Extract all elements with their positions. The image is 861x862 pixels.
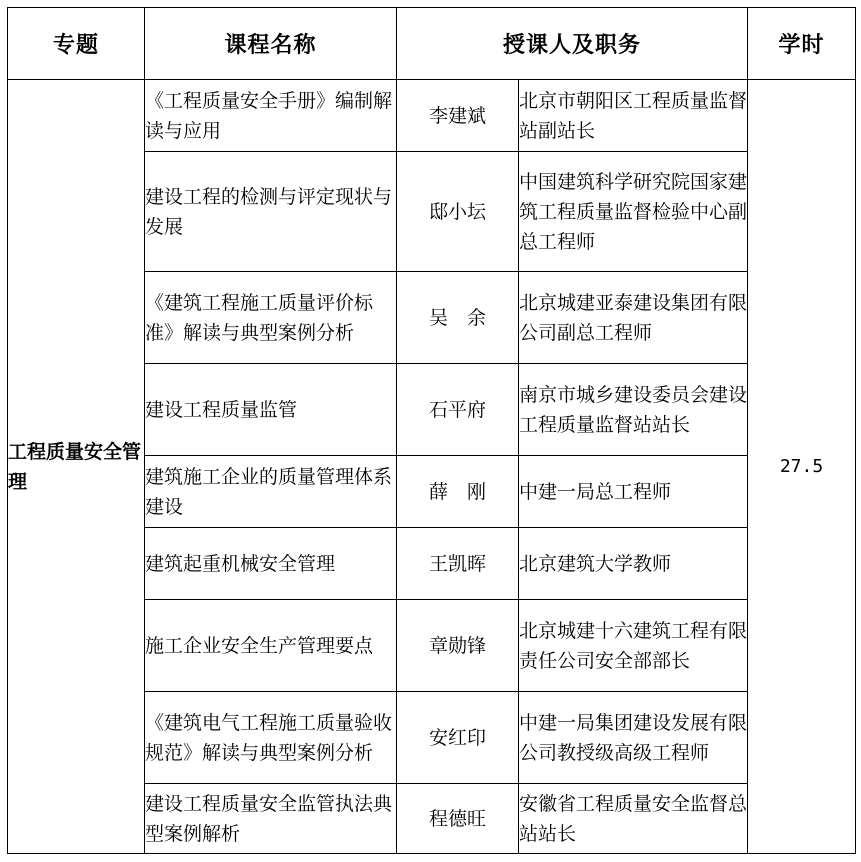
lecturer-name: 李建斌 bbox=[397, 80, 519, 152]
hours-cell: 27.5 bbox=[748, 80, 856, 854]
lecturer-position: 北京城建十六建筑工程有限责任公司安全部部长 bbox=[519, 600, 748, 692]
lecturer-position: 中建一局集团建设发展有限公司教授级高级工程师 bbox=[519, 692, 748, 784]
table-row bbox=[8, 80, 856, 152]
course-name: 施工企业安全生产管理要点 bbox=[145, 600, 397, 692]
header-course: 课程名称 bbox=[145, 8, 397, 80]
header-hours: 学时 bbox=[748, 8, 856, 80]
lecturer-name: 程德旺 bbox=[397, 784, 519, 854]
header-row bbox=[8, 8, 856, 80]
course-name: 建筑起重机械安全管理 bbox=[145, 528, 397, 600]
header-topic: 专题 bbox=[8, 8, 145, 80]
lecturer-position: 中建一局总工程师 bbox=[519, 456, 748, 528]
course-name: 建设工程质量安全监管执法典型案例解析 bbox=[145, 784, 397, 854]
lecturer-name: 石平府 bbox=[397, 364, 519, 456]
lecturer-name: 安红印 bbox=[397, 692, 519, 784]
topic-cell: 工程质量安全管理 bbox=[8, 80, 145, 854]
course-schedule-table bbox=[7, 7, 856, 854]
lecturer-position: 北京城建亚泰建设集团有限公司副总工程师 bbox=[519, 272, 748, 364]
course-name: 《建筑电气工程施工质量验收规范》解读与典型案例分析 bbox=[145, 692, 397, 784]
header-lecturer-position: 授课人及职务 bbox=[397, 8, 748, 80]
lecturer-name: 王凯晖 bbox=[397, 528, 519, 600]
course-name: 建设工程的检测与评定现状与发展 bbox=[145, 152, 397, 272]
lecturer-name: 章勋锋 bbox=[397, 600, 519, 692]
course-name: 建设工程质量监管 bbox=[145, 364, 397, 456]
lecturer-name: 薛 刚 bbox=[397, 456, 519, 528]
lecturer-position: 北京建筑大学教师 bbox=[519, 528, 748, 600]
lecturer-name: 吴 余 bbox=[397, 272, 519, 364]
lecturer-position: 中国建筑科学研究院国家建筑工程质量监督检验中心副总工程师 bbox=[519, 152, 748, 272]
lecturer-position: 安徽省工程质量安全监督总站站长 bbox=[519, 784, 748, 854]
course-name: 《建筑工程施工质量评价标准》解读与典型案例分析 bbox=[145, 272, 397, 364]
lecturer-position: 北京市朝阳区工程质量监督站副站长 bbox=[519, 80, 748, 152]
course-name: 建筑施工企业的质量管理体系建设 bbox=[145, 456, 397, 528]
course-name: 《工程质量安全手册》编制解读与应用 bbox=[145, 80, 397, 152]
lecturer-position: 南京市城乡建设委员会建设工程质量监督站站长 bbox=[519, 364, 748, 456]
lecturer-name: 邸小坛 bbox=[397, 152, 519, 272]
